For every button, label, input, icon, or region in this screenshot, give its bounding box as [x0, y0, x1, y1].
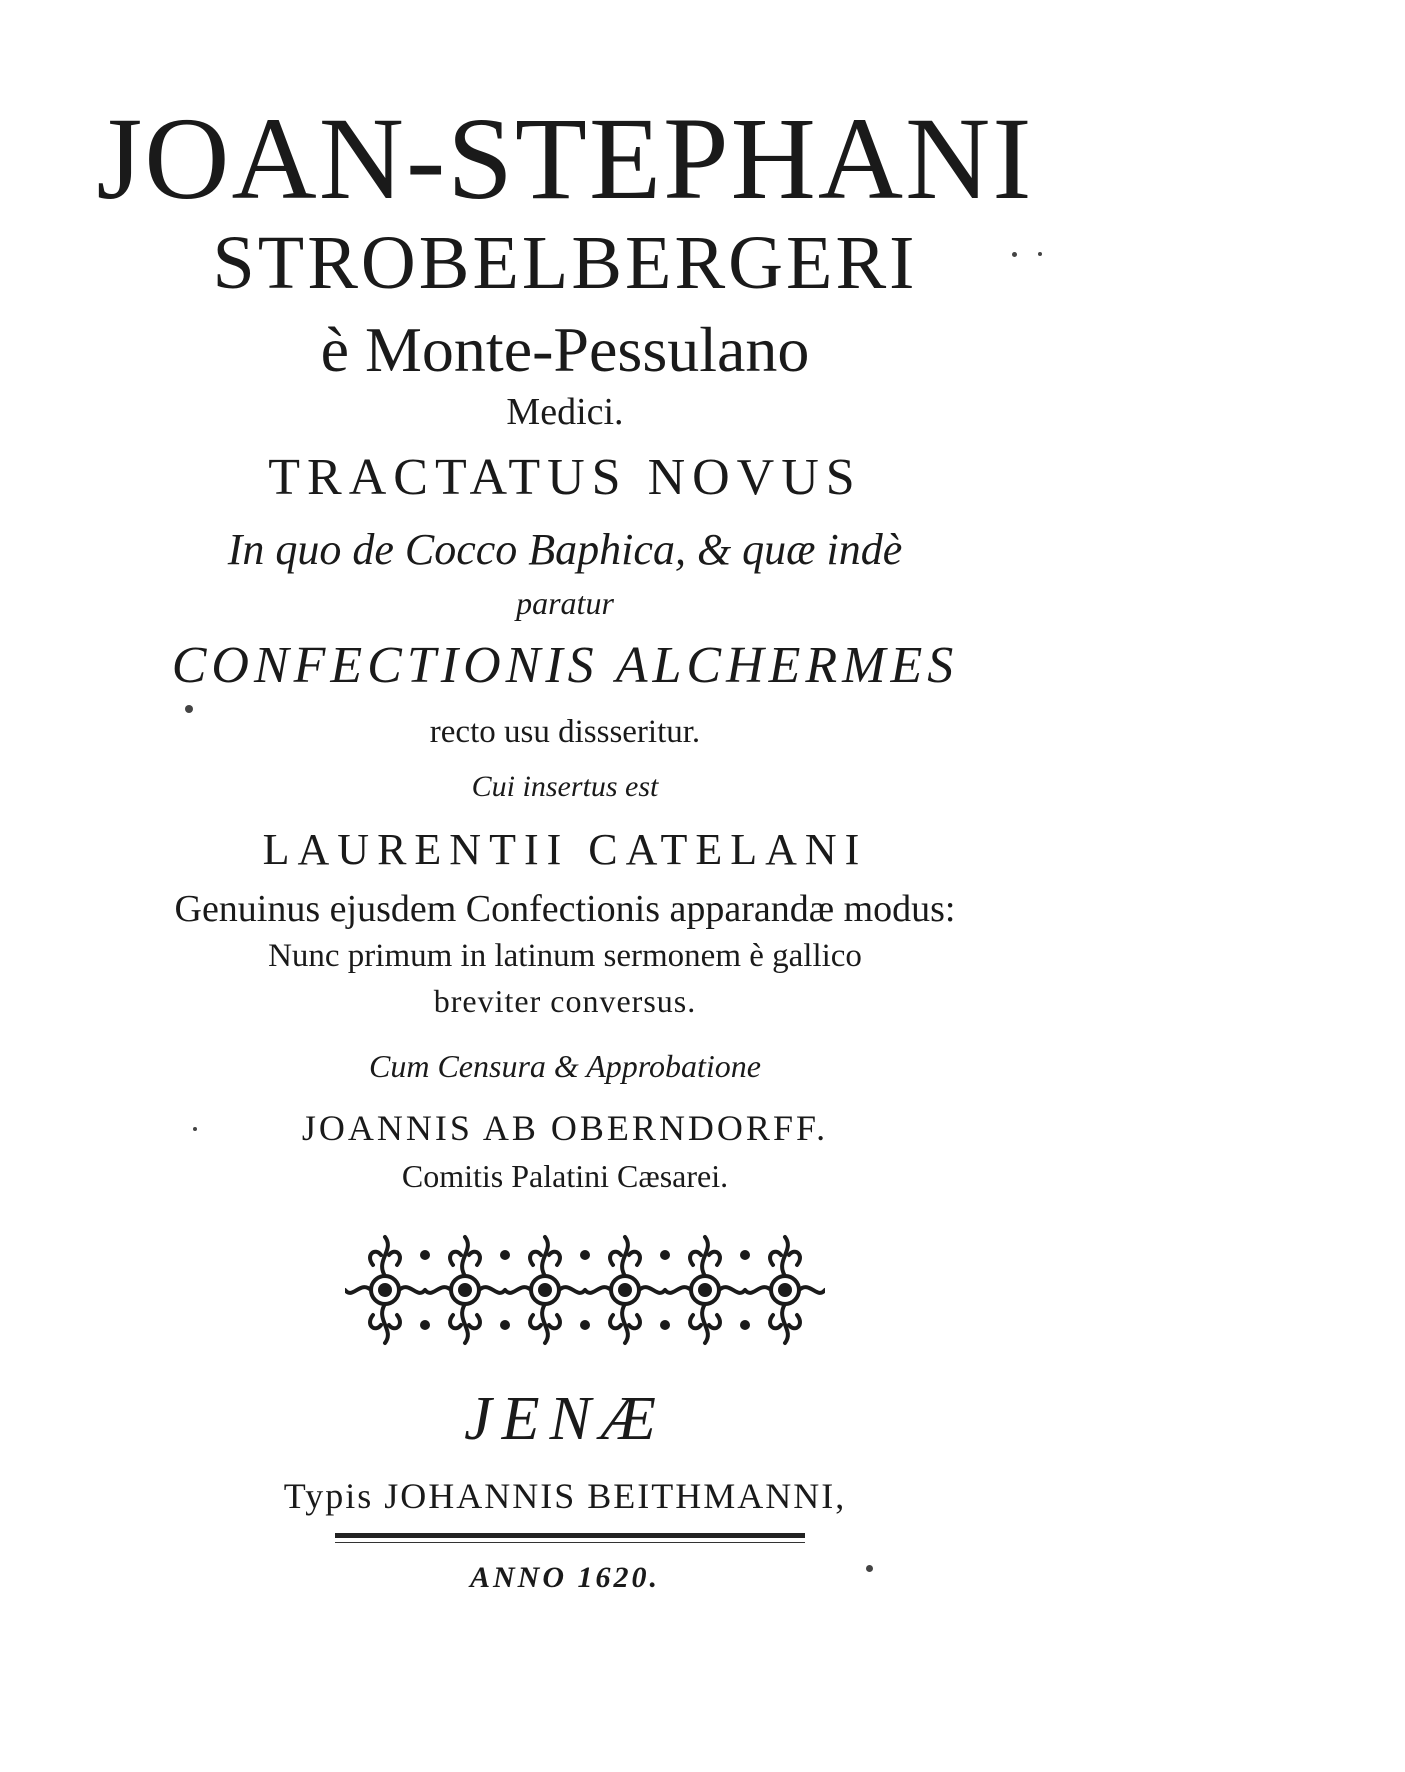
imprint-rule-thin: [335, 1542, 805, 1543]
subject-line-2: paratur: [516, 585, 614, 621]
imprint-place: JENÆ: [464, 1385, 666, 1453]
approver-name: JOANNIS AB OBERNDORFF.: [301, 1108, 829, 1148]
description-line-3: breviter conversus.: [433, 983, 697, 1019]
approver-title: Comitis Palatini Cæsarei.: [401, 1158, 729, 1194]
author-surname: STROBELBERGERI: [212, 221, 918, 305]
imprint-year: ANNO 1620.: [469, 1561, 660, 1594]
confection-title: CONFECTIONIS ALCHERMES: [171, 637, 959, 694]
ink-speck: [1012, 252, 1017, 257]
imprint-printer: Typis JOHANNIS BEITHMANNI,: [283, 1476, 847, 1516]
second-author: LAURENTII CATELANI: [262, 825, 868, 874]
ink-speck: [185, 705, 193, 713]
work-title: TRACTATUS NOVUS: [268, 449, 862, 506]
description-line-2: Nunc primum in latinum sermonem è gallico: [268, 938, 862, 974]
fleuron-ornament-icon: [345, 1225, 825, 1355]
censure-line: Cum Censura & Approbatione: [368, 1048, 761, 1084]
author-profession: Medici.: [506, 391, 624, 433]
ink-speck: [866, 1565, 873, 1572]
author-origin: è Monte-Pessulano: [320, 314, 810, 385]
ink-speck: [1038, 252, 1042, 256]
discussed-line: recto usu dissseritur.: [429, 714, 701, 750]
subject-line-1: In quo de Cocco Baphica, & quæ indè: [227, 525, 903, 574]
description-line-1: Genuinus ejusdem Confectionis apparandæ modus:: [174, 888, 956, 930]
inserted-line: Cui insertus est: [471, 770, 659, 803]
imprint-rule-thick: [335, 1533, 805, 1538]
author-first-name: JOAN-STEPHANI: [96, 93, 1034, 224]
ink-speck: [193, 1127, 197, 1131]
